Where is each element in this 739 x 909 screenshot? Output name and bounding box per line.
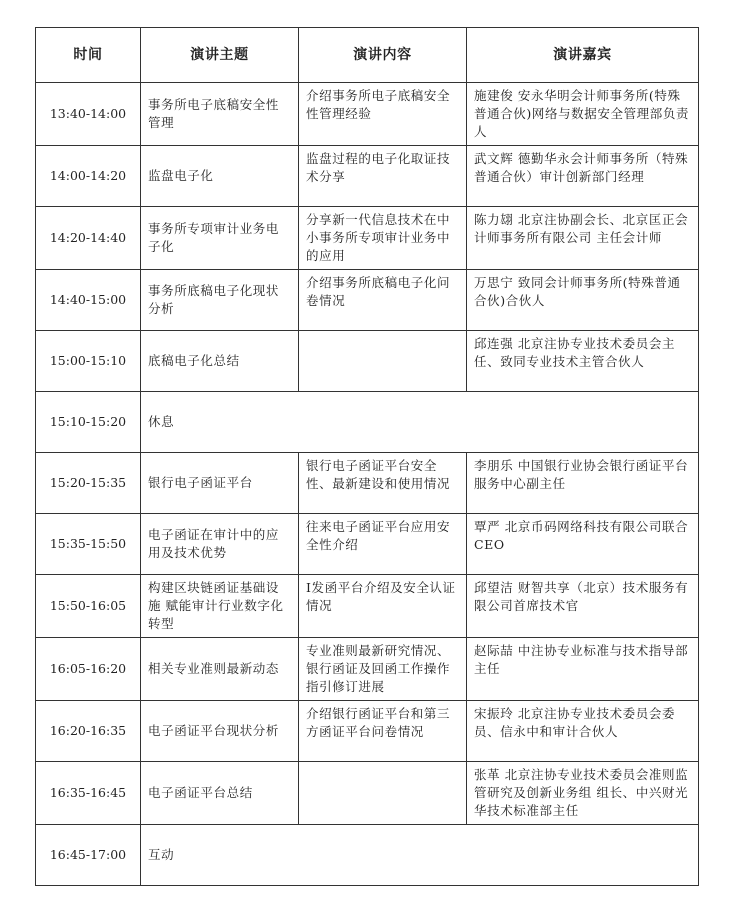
guest-cell: 万思宁 致同会计师事务所(特殊普通合伙)合伙人 bbox=[467, 270, 699, 331]
topic-cell: 电子函证平台总结 bbox=[141, 762, 299, 825]
table-row bbox=[36, 638, 699, 701]
guest-cell: 宋振玲 北京注协专业技术委员会委员、信永中和审计合伙人 bbox=[467, 701, 699, 762]
header-time: 时间 bbox=[36, 28, 141, 83]
guest-cell: 邱连强 北京注协专业技术委员会主任、致同专业技术主管合伙人 bbox=[467, 331, 699, 392]
topic-cell: 事务所电子底稿安全性管理 bbox=[141, 83, 299, 146]
time-cell: 16:45-17:00 bbox=[36, 825, 141, 886]
time-cell: 15:35-15:50 bbox=[36, 514, 141, 575]
guest-cell: 陈力翃 北京注协副会长、北京匡正会计师事务所有限公司 主任会计师 bbox=[467, 207, 699, 270]
topic-cell: 休息 bbox=[141, 392, 699, 453]
table-row bbox=[36, 207, 699, 270]
time-cell: 15:20-15:35 bbox=[36, 453, 141, 514]
time-cell: 15:00-15:10 bbox=[36, 331, 141, 392]
topic-cell: 监盘电子化 bbox=[141, 146, 299, 207]
table-row bbox=[36, 331, 699, 392]
content-cell: 介绍事务所底稿电子化问卷情况 bbox=[299, 270, 467, 331]
table-row bbox=[36, 514, 699, 575]
guest-cell: 施建俊 安永华明会计师事务所(特殊普通合伙)网络与数据安全管理部负责人 bbox=[467, 83, 699, 146]
topic-cell: 互动 bbox=[141, 825, 699, 886]
guest-cell: 李朋乐 中国银行业协会银行函证平台服务中心副主任 bbox=[467, 453, 699, 514]
content-cell: 介绍事务所电子底稿安全性管理经验 bbox=[299, 83, 467, 146]
table-row bbox=[36, 270, 699, 331]
header-guest: 演讲嘉宾 bbox=[467, 28, 699, 83]
time-cell: 16:05-16:20 bbox=[36, 638, 141, 701]
topic-cell: 构建区块链函证基础设施 赋能审计行业数字化转型 bbox=[141, 575, 299, 638]
guest-cell: 覃严 北京币码网络科技有限公司联合CEO bbox=[467, 514, 699, 575]
content-cell: 监盘过程的电子化取证技术分享 bbox=[299, 146, 467, 207]
table-row bbox=[36, 146, 699, 207]
content-cell bbox=[299, 762, 467, 825]
topic-cell: 银行电子函证平台 bbox=[141, 453, 299, 514]
topic-cell: 底稿电子化总结 bbox=[141, 331, 299, 392]
topic-cell: 事务所专项审计业务电子化 bbox=[141, 207, 299, 270]
table-row bbox=[36, 453, 699, 514]
time-cell: 16:35-16:45 bbox=[36, 762, 141, 825]
guest-cell: 武文辉 德勤华永会计师事务所（特殊普通合伙）审计创新部门经理 bbox=[467, 146, 699, 207]
content-cell: 往来电子函证平台应用安全性介绍 bbox=[299, 514, 467, 575]
agenda-table bbox=[35, 27, 699, 886]
time-cell: 15:50-16:05 bbox=[36, 575, 141, 638]
table-row bbox=[36, 83, 699, 146]
content-cell: I发函平台介绍及安全认证情况 bbox=[299, 575, 467, 638]
guest-cell: 赵际喆 中注协专业标准与技术指导部主任 bbox=[467, 638, 699, 701]
topic-cell: 相关专业准则最新动态 bbox=[141, 638, 299, 701]
header-topic: 演讲主题 bbox=[141, 28, 299, 83]
topic-cell: 事务所底稿电子化现状分析 bbox=[141, 270, 299, 331]
time-cell: 14:40-15:00 bbox=[36, 270, 141, 331]
topic-cell: 电子函证在审计中的应用及技术优势 bbox=[141, 514, 299, 575]
guest-cell: 张革 北京注协专业技术委员会准则监管研究及创新业务组 组长、中兴财光华技术标准部主任 bbox=[467, 762, 699, 825]
header-content: 演讲内容 bbox=[299, 28, 467, 83]
time-cell: 16:20-16:35 bbox=[36, 701, 141, 762]
table-row bbox=[36, 575, 699, 638]
table-row bbox=[36, 825, 699, 886]
guest-cell: 邱望洁 财智共享（北京）技术服务有限公司首席技术官 bbox=[467, 575, 699, 638]
table-row bbox=[36, 392, 699, 453]
time-cell: 15:10-15:20 bbox=[36, 392, 141, 453]
table-row bbox=[36, 762, 699, 825]
time-cell: 14:20-14:40 bbox=[36, 207, 141, 270]
time-cell: 13:40-14:00 bbox=[36, 83, 141, 146]
content-cell: 介绍银行函证平台和第三方函证平台问卷情况 bbox=[299, 701, 467, 762]
header-row bbox=[36, 28, 699, 83]
content-cell: 分享新一代信息技术在中小事务所专项审计业务中的应用 bbox=[299, 207, 467, 270]
content-cell: 专业准则最新研究情况、银行函证及回函工作操作指引修订进展 bbox=[299, 638, 467, 701]
table-row bbox=[36, 701, 699, 762]
content-cell: 银行电子函证平台安全性、最新建设和使用情况 bbox=[299, 453, 467, 514]
content-cell bbox=[299, 331, 467, 392]
topic-cell: 电子函证平台现状分析 bbox=[141, 701, 299, 762]
time-cell: 14:00-14:20 bbox=[36, 146, 141, 207]
